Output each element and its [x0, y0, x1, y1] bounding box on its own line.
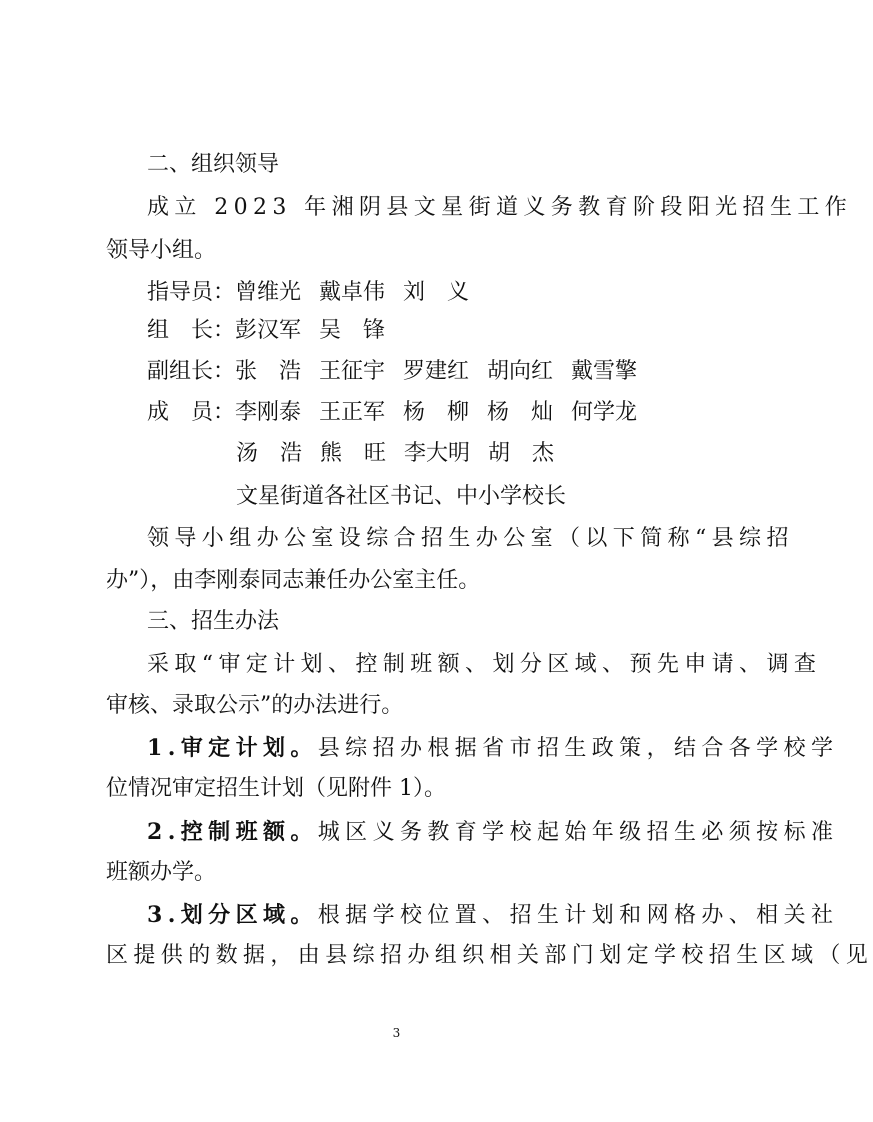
- item-3-text: 根据学校位置、招生计划和网格办、相关社: [317, 903, 839, 928]
- roster-row-deputy: [147, 357, 637, 387]
- paragraph-line: 位情况审定招生计划（见附件 1）。: [106, 776, 446, 801]
- roster-row-leader: [147, 316, 385, 346]
- roster-name: 张 浩: [235, 359, 302, 384]
- item-2-title: 2.控制班额。: [147, 819, 318, 845]
- roster-name: 熊 旺: [320, 441, 387, 466]
- roster-name: 何学龙: [571, 400, 638, 425]
- roster-name: 王正军: [319, 400, 386, 425]
- roster-label: 副组长：: [147, 359, 236, 384]
- paragraph-line: 领导小组。: [106, 238, 217, 263]
- paragraph-line: 审核、录取公示”的办法进行。: [106, 693, 404, 718]
- item-1-line: [147, 733, 838, 764]
- roster-name: 戴雪擎: [571, 359, 638, 384]
- roster-label: 成 员：: [147, 400, 236, 425]
- paragraph-line: 班额办学。: [106, 860, 217, 885]
- roster-name: 罗建红: [403, 359, 470, 384]
- page-number: 3: [392, 1026, 401, 1040]
- item-3-line: [147, 900, 838, 931]
- item-2-text: 城区义务教育学校起始年级招生必须按标准: [317, 820, 839, 845]
- roster-name: 胡 杰: [488, 441, 555, 466]
- roster-name: 李刚泰: [235, 400, 302, 425]
- roster-row-guide: [147, 278, 469, 308]
- section-heading-methods: 三、招生办法: [147, 609, 280, 634]
- roster-name: 杨 灿: [487, 400, 554, 425]
- roster-name: 杨 柳: [403, 400, 470, 425]
- item-1-text: 县综招办根据省市招生政策，结合各学校学: [317, 736, 839, 761]
- roster-name: 李大明: [404, 441, 471, 466]
- roster-name: 彭汉军: [235, 318, 302, 343]
- paragraph-line: 办”），由李刚泰同志兼任办公室主任。: [106, 568, 481, 593]
- roster-label: 指导员：: [147, 280, 236, 305]
- item-1-title: 1.审定计划。: [147, 735, 318, 761]
- roster-row-members-continued: [236, 439, 572, 469]
- roster-name: 胡向红: [487, 359, 554, 384]
- paragraph-line: 成立 2023 年湘阴县文星街道义务教育阶段阳光招生工作: [147, 195, 853, 220]
- item-3-title: 3.划分区域。: [147, 902, 318, 928]
- paragraph-line: 区提供的数据，由县综招办组织相关部门划定学校招生区域（见: [106, 943, 873, 968]
- roster-row-members: [147, 398, 637, 428]
- roster-name: 刘 义: [403, 280, 470, 305]
- roster-name: 王征宇: [319, 359, 386, 384]
- roster-name: 曾维光: [235, 280, 302, 305]
- item-2-line: [147, 817, 838, 848]
- roster-label: 组 长：: [147, 318, 236, 343]
- roster-name: 吴 锋: [319, 318, 386, 343]
- section-heading-organization: 二、组织领导: [147, 152, 280, 177]
- paragraph-line: 采取“审定计划、控制班额、划分区域、预先申请、调查: [147, 652, 822, 677]
- roster-name: 汤 浩: [236, 441, 303, 466]
- roster-name: 戴卓伟: [319, 280, 386, 305]
- roster-member-extra: 文星街道各社区书记、中小学校长: [236, 484, 567, 509]
- paragraph-line: 领导小组办公室设综合招生办公室（以下简称“县综招: [147, 526, 794, 551]
